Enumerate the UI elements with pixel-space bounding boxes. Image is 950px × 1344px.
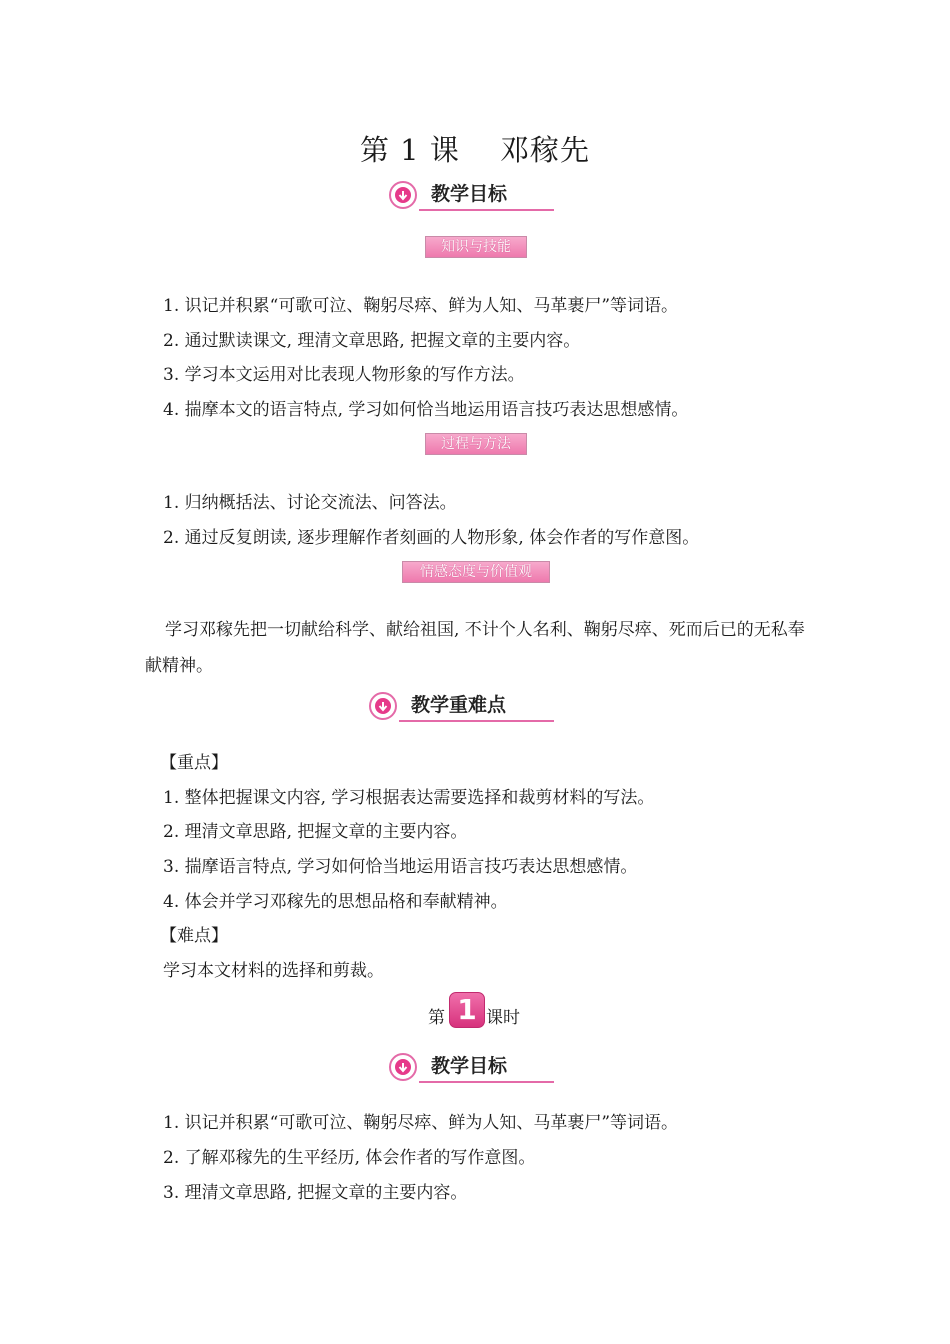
section-title: 教学目标 (431, 1055, 508, 1077)
emotion-paragraph: 学习邓稼先把一切献给科学、献给祖国, 不计个人名利、鞠躬尽瘁、死而后已的无私奉献精神。 (145, 620, 805, 676)
tag-knowledge: 知识与技能 (425, 236, 527, 258)
lesson-number-badge: 1 (449, 992, 485, 1028)
list-item: 2. 通过反复朗读, 逐步理解作者刻画的人物形象, 体会作者的写作意图。 (163, 528, 700, 548)
download-arrow-icon (389, 181, 417, 209)
section-underline (419, 209, 554, 211)
list-item: 3. 揣摩语言特点, 学习如何恰当地运用语言技巧表达思想感情。 (163, 857, 638, 877)
list-item: 1. 整体把握课文内容, 学习根据表达需要选择和裁剪材料的写法。 (163, 788, 655, 808)
list-item: 2. 通过默读课文, 理清文章思路, 把握文章的主要内容。 (163, 331, 581, 351)
list-item: 3. 学习本文运用对比表现人物形象的写作方法。 (163, 365, 525, 385)
tag-process: 过程与方法 (425, 433, 527, 455)
difficulty-label: 【难点】 (160, 926, 228, 946)
download-arrow-icon (389, 1053, 417, 1081)
page-title: 第 1 课 邓稼先 (359, 133, 591, 167)
list-item: 4. 揣摩本文的语言特点, 学习如何恰当地运用语言技巧表达思想感情。 (163, 400, 689, 420)
lesson-prefix: 第 (428, 1008, 445, 1028)
list-item: 1. 归纳概括法、讨论交流法、问答法。 (163, 493, 457, 513)
list-item: 2. 理清文章思路, 把握文章的主要内容。 (163, 822, 468, 842)
section-heading-lesson-goals (389, 1052, 554, 1086)
list-item: 2. 了解邓稼先的生平经历, 体会作者的写作意图。 (163, 1148, 536, 1168)
list-item: 3. 理清文章思路, 把握文章的主要内容。 (163, 1183, 468, 1203)
focus-label: 【重点】 (160, 753, 228, 773)
section-underline (399, 720, 554, 722)
lesson-suffix: 课时 (486, 1008, 520, 1028)
list-item: 1. 识记并积累“可歌可泣、鞠躬尽瘁、鲜为人知、马革裹尸”等词语。 (163, 1113, 679, 1133)
list-item: 1. 识记并积累“可歌可泣、鞠躬尽瘁、鲜为人知、马革裹尸”等词语。 (163, 296, 679, 316)
section-title: 教学目标 (431, 183, 508, 205)
download-arrow-icon (369, 692, 397, 720)
section-heading-key-points (369, 691, 554, 725)
section-underline (419, 1081, 554, 1083)
section-title: 教学重难点 (411, 694, 507, 716)
lesson-indicator (0, 992, 950, 1032)
difficulty-text: 学习本文材料的选择和剪裁。 (163, 961, 384, 981)
section-heading-goals (389, 180, 554, 214)
list-item: 4. 体会并学习邓稼先的思想品格和奉献精神。 (163, 892, 508, 912)
tag-emotion: 情感态度与价值观 (402, 561, 550, 583)
